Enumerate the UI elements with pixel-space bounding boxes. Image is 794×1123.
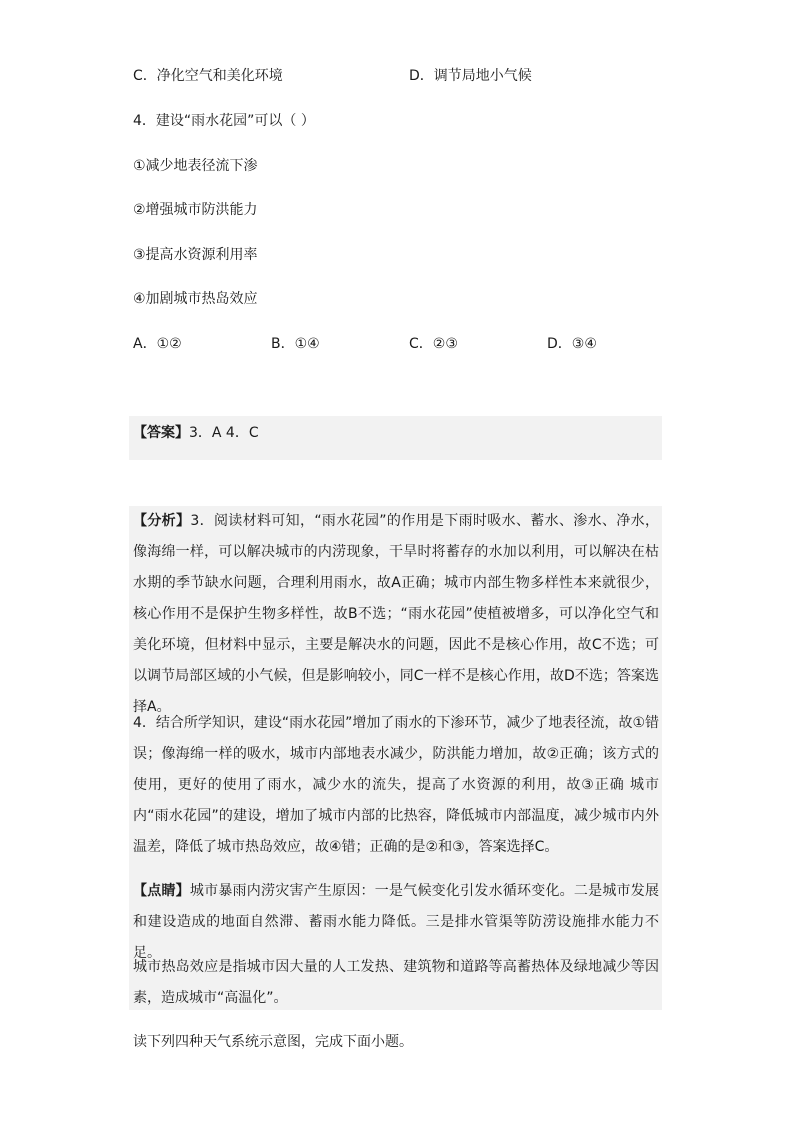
comment-paragraph-2: 城市热岛效应是指城市因大量的人工发热、建筑物和道路等高蓄热体及绿地减少等因素，造成城市“高温化”。 [133,959,659,1006]
analysis-paragraph-2: 4．结合所学知识，建设“雨水花园”增加了雨水的下渗环节，减少了地表径流，故①错误；像海绵一样的吸水，城市内部地表水减少，防洪能力增加，故②正确；该方式的使用，更好的使用了雨水，减少水的流失，提高了水资源的利用，故③正确 城市内“雨水花园”的建设，增加了城市内部的比热容，降低城市内部温度，减少城市内外温差，降低了城市热岛效应，故④错；正确的是②和③，答案选择C。 [133,715,659,855]
comment-text-1: 城市暴雨内涝灾害产生原因：一是气候变化引发水循环变化。二是城市发展和建设造成的地面自然滞、蓄雨水能力降低。三是排水管渠等防涝设施排水能力不足。 [133,883,659,961]
choice-d: D．③④ [547,336,597,352]
choice-b: B．①④ [271,336,320,352]
analysis-label: 【分析】 [133,513,191,529]
answer-label: 【答案】 [133,425,189,441]
choice-a: A．①② [133,336,182,352]
question-4-item-3: ③提高水资源利用率 [133,247,258,263]
question-4-stem: 4．建设“雨水花园”可以（ ） [133,113,315,129]
option-d-prev: D．调节局地小气候 [409,68,532,84]
comment-block-2 [133,952,659,1014]
next-intro: 读下列四种天气系统示意图，完成下面小题。 [133,1034,413,1050]
question-4-item-4: ④加剧城市热岛效应 [133,291,258,307]
answer-text: 3．A 4．C [189,425,259,441]
question-4-item-1: ①减少地表径流下渗 [133,158,258,174]
option-c-prev: C．净化空气和美化环境 [133,68,283,84]
question-4-item-2: ②增强城市防洪能力 [133,202,258,218]
analysis-paragraph-1 [133,506,659,723]
answer-line [133,423,259,443]
analysis-block [133,506,659,723]
analysis-block-2 [133,708,659,863]
comment-label: 【点睛】 [133,883,190,899]
choice-c: C．②③ [409,336,458,352]
analysis-text-1: 3．阅读材料可知，“雨水花园”的作用是下雨时吸水、蓄水、渗水、净水，像海绵一样，可以解决城市的内涝现象，干旱时将蓄存的水加以利用，可以解决在枯水期的季节缺水问题，合理利用雨水，故A正确；城市内部生物多样性本来就很少，核心作用不是保护生物多样性，故B不选；“雨水花园”使植被增多，可以净化空气和美化环境，但材料中显示，主要是解决水的问题，因此不是核心作用，故C不选；可以调节局部区域的小气候，但是影响较小，同C一样不是核心作用，故D不选；答案选择A。 [133,513,660,715]
